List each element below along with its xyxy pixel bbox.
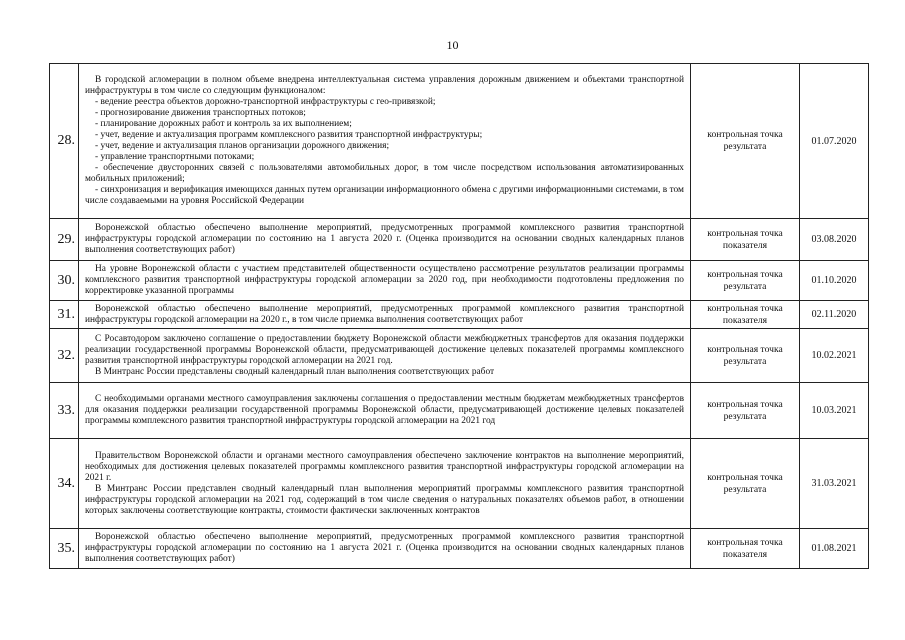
row-number: 31.	[50, 301, 79, 329]
row-type: контрольная точка показателя	[691, 219, 800, 261]
description-line: - планирование дорожных работ и контроль за их выполнением;	[95, 119, 352, 129]
page-number: 10	[446, 38, 459, 52]
table-row	[50, 329, 869, 383]
description-line: - обеспечение двусторонних связей с пользователями автомобильных дорог, в том числе посредством использования автоматизированных мобильных приложений;	[85, 163, 684, 184]
row-description	[79, 329, 691, 383]
description-line: С необходимыми органами местного самоуправления заключены соглашения о предоставлении местным бюджетам межбюджетных трансфертов для оказания поддержки реализации государственной программы Воронежской области, предусматривающей достижение целевых показателей программы комплексного развития транспортной инфраструктуры городской агломерации на 2021 год	[85, 394, 684, 426]
row-number: 33.	[50, 383, 79, 439]
row-type: контрольная точка результата	[691, 261, 800, 301]
row-description	[79, 219, 691, 261]
row-type: контрольная точка результата	[691, 329, 800, 383]
description-line: С Росавтодором заключено соглашение о предоставлении бюджету Воронежской области межбюджетных трансфертов для оказания поддержки реализации государственной программы Воронежской области, предусматривающей достижение целевых показателей программы комплексного развития транспортной инфраструктуры городской агломерации на 2021 год.	[85, 333, 684, 366]
row-number: 30.	[50, 261, 79, 301]
table-body	[50, 64, 869, 569]
row-number: 32.	[50, 329, 79, 383]
table-row	[50, 383, 869, 439]
row-date: 01.10.2020	[800, 261, 869, 301]
description-line: - управление транспортными потоками;	[95, 152, 255, 162]
description-line: - синхронизация и верификация имеющихся данных путем организации информационного обмена с другими информационными системами, в том числе создаваемыми на уровня Российской Федерации	[85, 185, 684, 206]
row-date: 10.03.2021	[800, 383, 869, 439]
row-date: 02.11.2020	[800, 301, 869, 329]
row-type: контрольная точка результата	[691, 439, 800, 529]
description-line: Воронежской областью обеспечено выполнение мероприятий, предусмотренных программой комплексного развития транспортной инфраструктуры городской агломерации на 2020 г., в том числе приемка выполнения соответствующих работ	[85, 303, 684, 325]
row-description	[79, 301, 691, 329]
row-number: 29.	[50, 219, 79, 261]
description-line: Воронежской областью обеспечено выполнение мероприятий, предусмотренных программой комплексного развития транспортной инфраструктуры городской агломерации по состоянию на 1 августа 2021 г. (Оценка производится на основании сводных календарных планов выполнения соответствующих работ)	[85, 532, 684, 564]
row-description	[79, 261, 691, 301]
row-description	[79, 529, 691, 569]
description-line: На уровне Воронежской области с участием представителей общественности осуществлено рассмотрение результатов реализации программы комплексного развития транспортной инфраструктуры городской агломерации за 2020 год, при необходимости подготовлены предложения по корректировке указанной программы	[85, 264, 684, 296]
description-line: - прогнозирование движения транспортных потоков;	[95, 108, 306, 118]
row-description	[79, 439, 691, 529]
table-row	[50, 64, 869, 219]
description-line: - учет, ведение и актуализация планов организации дорожного движения;	[95, 141, 390, 151]
row-description	[79, 383, 691, 439]
row-number: 28.	[50, 64, 79, 219]
control-points-table	[49, 63, 869, 569]
description-line: - учет, ведение и актуализация программ комплексного развития транспортной инфраструктуры;	[95, 130, 483, 140]
row-date: 01.07.2020	[800, 64, 869, 219]
description-line: В Минтранс России представлен сводный календарный план выполнения мероприятий программы комплексного развития транспортной инфраструктуры городской агломерации на 2021 год, содержащий в том числе сведения о натуральных показателях объемов работ, в отношении которых заключены соответствующие контракты, стоимости фактически заключенных контрактов	[85, 483, 684, 516]
row-type: контрольная точка результата	[691, 64, 800, 219]
row-date: 31.03.2021	[800, 439, 869, 529]
table-row	[50, 439, 869, 529]
description-line: Правительством Воронежской области и органами местного самоуправления обеспечено заключение контрактов на выполнение мероприятий, необходимых для достижения целевых показателей программы комплексного развития транспортной инфраструктуры городской агломерации на 2021 г.	[85, 450, 684, 483]
table-row	[50, 261, 869, 301]
row-number: 34.	[50, 439, 79, 529]
description-line: В городской агломерации в полном объеме внедрена интеллектуальная система управления дорожным движением и объектами транспортной инфраструктуры в том числе со следующим функционалом:	[85, 75, 684, 96]
table-row	[50, 529, 869, 569]
row-number: 35.	[50, 529, 79, 569]
table-row	[50, 219, 869, 261]
row-type: контрольная точка показателя	[691, 529, 800, 569]
row-type: контрольная точка результата	[691, 383, 800, 439]
row-type: контрольная точка показателя	[691, 301, 800, 329]
row-date: 01.08.2021	[800, 529, 869, 569]
description-line: - ведение реестра объектов дорожно-транспортной инфраструктуры с гео-привязкой;	[95, 97, 436, 107]
description-line: В Минтранс России представлены сводный календарный план выполнения соответствующих работ	[95, 366, 495, 377]
row-description	[79, 64, 691, 219]
table-row	[50, 301, 869, 329]
description-line: Воронежской областью обеспечено выполнение мероприятий, предусмотренных программой комплексного развития транспортной инфраструктуры городской агломерации по состоянию на 1 августа 2020 г. (Оценка производится на основании сводных календарных планов выполнения соответствующих работ)	[85, 223, 684, 255]
row-date: 03.08.2020	[800, 219, 869, 261]
row-date: 10.02.2021	[800, 329, 869, 383]
